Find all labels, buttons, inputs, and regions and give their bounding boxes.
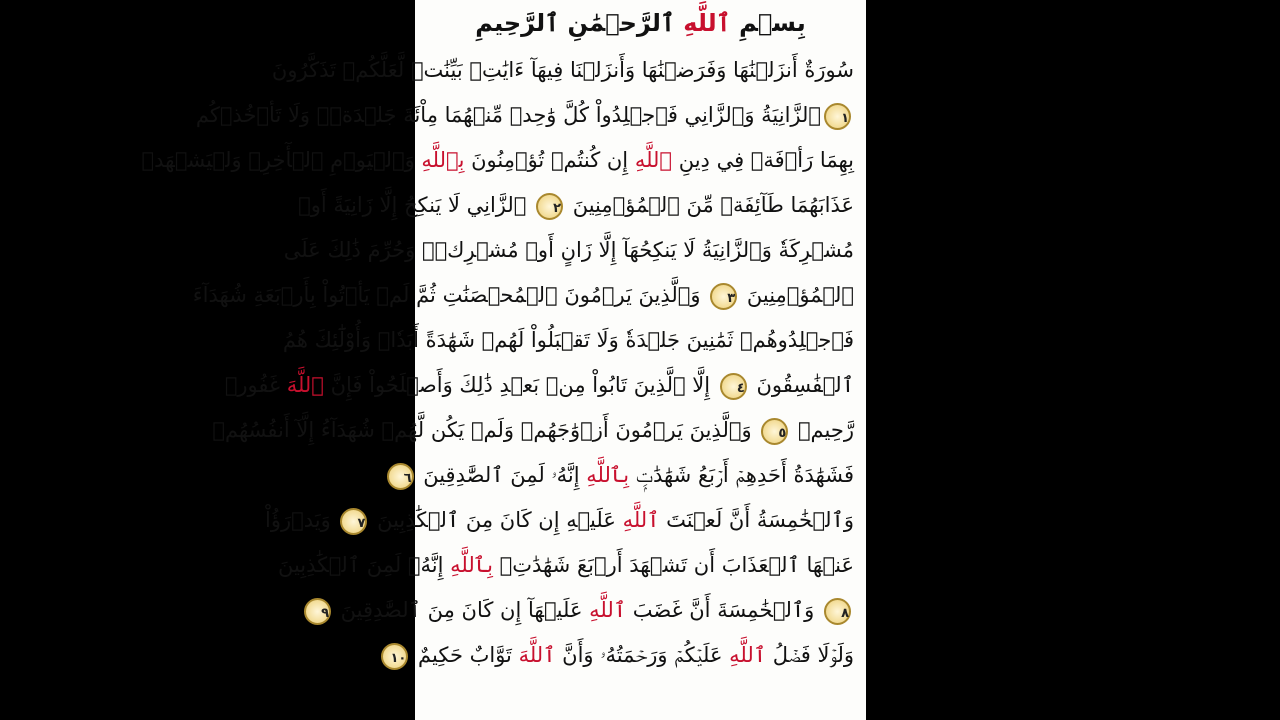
basmala-word-allah: ٱللَّهِ: [683, 9, 731, 37]
verse-text: عَذَابَهُمَا طَآئِفَةٞ مِّنَ ٱلۡمُؤۡمِنِينَ: [566, 193, 854, 217]
verse-line: [277, 543, 854, 588]
verse-line: [212, 408, 854, 453]
verse-text: ٱلۡفَٰسِقُونَ: [749, 373, 854, 397]
divine-name-text: بِٱللَّهِ: [450, 553, 493, 577]
verse-text: تَوَّابٌ حَكِيمٌ: [411, 643, 519, 667]
verse-text: إِنَّهُۥ لَمِنَ ٱلصَّٰدِقِينَ: [416, 463, 587, 487]
verse-text: عَلَيۡهِ إِن كَانَ مِنَ ٱلۡكَٰذِبِينَ: [370, 508, 623, 532]
verse-text: ٱلزَّانِي لَا يَنكِحُ إِلَّا زَانِيَةً أَوۡ: [298, 193, 534, 217]
divine-name-text: ٱللَّهِ: [622, 508, 660, 532]
divine-name-text: ٱللَّهَ: [518, 643, 556, 667]
ayah-number-marker: ٢: [536, 193, 563, 220]
basmala-word-rahman-rahim: ٱلرَّحۡمَٰنِ ٱلرَّحِيمِ: [475, 9, 675, 37]
verse-line: [224, 363, 854, 408]
verse-text: ٱلۡمُؤۡمِنِينَ: [740, 283, 854, 307]
verse-line: [283, 228, 854, 273]
ayah-number-marker: ١٠: [381, 643, 408, 670]
verse-text: وَٱلَّذِينَ يَرۡمُونَ ٱلۡمُحۡصَنَٰتِ ثُمَّ لَمۡ يَأۡتُواْ بِأَرۡبَعَةِ شُهَدَآءَ: [192, 283, 708, 307]
divine-name-text: ٱللَّهِ: [729, 643, 767, 667]
verse-line: [282, 318, 854, 363]
verse-text: عَلَيۡهَآ إِن كَانَ مِنَ ٱلصَّٰدِقِينَ: [334, 598, 590, 622]
divine-name-text: ٱللَّهِ: [634, 148, 673, 172]
divine-name-text: ٱللَّهَ: [286, 373, 324, 397]
verse-lines: [141, 48, 854, 678]
verse-line: [403, 453, 854, 498]
verse-line: [265, 498, 854, 543]
verse-text: عَنۡهَا ٱلۡعَذَابَ أَن تَشۡهَدَ أَرۡبَعَ شَهَٰدَٰتِۭ: [492, 553, 854, 577]
divine-name-text: بِٱللَّهِ: [586, 463, 630, 487]
verse-text: فَشَهَٰدَةُ أَحَدِهِمۡ أَرۡبَعُ شَهَٰدَٰتِۭ: [629, 463, 854, 487]
verse-line: [195, 93, 854, 138]
verse-line: [390, 633, 854, 678]
mushaf-page: [141, 0, 866, 720]
verse-text: إِنَّهُۥ لَمِنَ ٱلۡكَٰذِبِينَ: [277, 553, 451, 577]
verse-line: [141, 138, 854, 183]
verse-line: [298, 183, 854, 228]
verse-text: غَفُورٞ: [224, 373, 287, 397]
ayah-number-marker: ٤: [720, 373, 747, 400]
verse-text: وَٱلۡخَٰمِسَةَ أَنَّ غَضَبَ: [626, 598, 821, 622]
verse-text: وَٱلَّذِينَ يَرۡمُونَ أَزۡوَٰجَهُمۡ وَلَمۡ يَكُن لَّهُمۡ شُهَدَآءُ إِلَّآ أَنفُسُهُمۡ: [212, 418, 759, 442]
verse-text: وَلَوۡلَا فَضۡلُ: [766, 643, 854, 667]
divine-name-text: ٱللَّهِ: [589, 598, 627, 622]
verse-text: سُورَةٌ أَنزَلۡنَٰهَا وَفَرَضۡنَٰهَا وَأَنزَلۡنَا فِيهَآ ءَايَٰتِۭ بَيِّنَٰتٖ لَّعَلَّكُمۡ تَذَكَّرُونَ: [271, 58, 854, 82]
verse-text: ٱلزَّانِيَةُ وَٱلزَّانِي فَٱجۡلِدُواْ كُلَّ وَٰحِدٖ مِّنۡهُمَا مِاْئَةَ جَلۡدَةٖۖ وَلَا تَأۡخُذۡكُم: [195, 103, 821, 127]
verse-text: وَيَدۡرَؤُاْ: [265, 508, 338, 532]
verse-text: وَٱلۡيَوۡمِ ٱلۡأٓخِرِۖ وَلۡيَشۡهَدۡ: [141, 148, 422, 172]
verse-text: رَّحِيمٞ: [791, 418, 854, 442]
divine-name-text: بِٱللَّهِ: [421, 148, 465, 172]
ayah-number-marker: ٥: [761, 418, 788, 445]
ayah-number-marker: ٨: [824, 598, 851, 625]
ayah-number-marker: ١: [824, 103, 851, 130]
verse-text: إِن كُنتُمۡ تُؤۡمِنُونَ: [464, 148, 635, 172]
verse-text: فَٱجۡلِدُوهُمۡ ثَمَٰنِينَ جَلۡدَةٗ وَلَا تَقۡبَلُواْ لَهُمۡ شَهَٰدَةً أَبَدٗاۚ وَأُوْلَٰٓئِكَ هُمُ: [282, 328, 854, 352]
verse-text: عَلَيۡكُمۡ وَرَحۡمَتُهُۥ وَأَنَّ: [555, 643, 730, 667]
ayah-number-marker: ٦: [387, 463, 414, 490]
ayah-number-marker: ٩: [304, 598, 331, 625]
verse-text: وَٱلۡخَٰمِسَةُ أَنَّ لَعۡنَتَ: [659, 508, 854, 532]
verse-text: بِهِمَا رَأۡفَةٞ فِي دِينِ: [672, 148, 854, 172]
verse-text: مُشۡرِكَةٗ وَٱلزَّانِيَةُ لَا يَنكِحُهَآ إِلَّا زَانٍ أَوۡ مُشۡرِكٞۚ وَحُرِّمَ ذَٰلِكَ عَلَى: [283, 238, 854, 262]
verse-text: إِلَّا ٱلَّذِينَ تَابُواْ مِنۢ بَعۡدِ ذَٰلِكَ وَأَصۡلَحُواْ فَإِنَّ: [323, 373, 717, 397]
ayah-number-marker: ٣: [710, 283, 737, 310]
basmala-word-bism: بِسۡمِ: [739, 9, 806, 37]
ayah-number-marker: ٧: [340, 508, 367, 535]
verse-line: [321, 588, 854, 633]
basmala-heading: [415, 4, 866, 42]
verse-line: [192, 273, 854, 318]
verse-line: [271, 48, 854, 93]
